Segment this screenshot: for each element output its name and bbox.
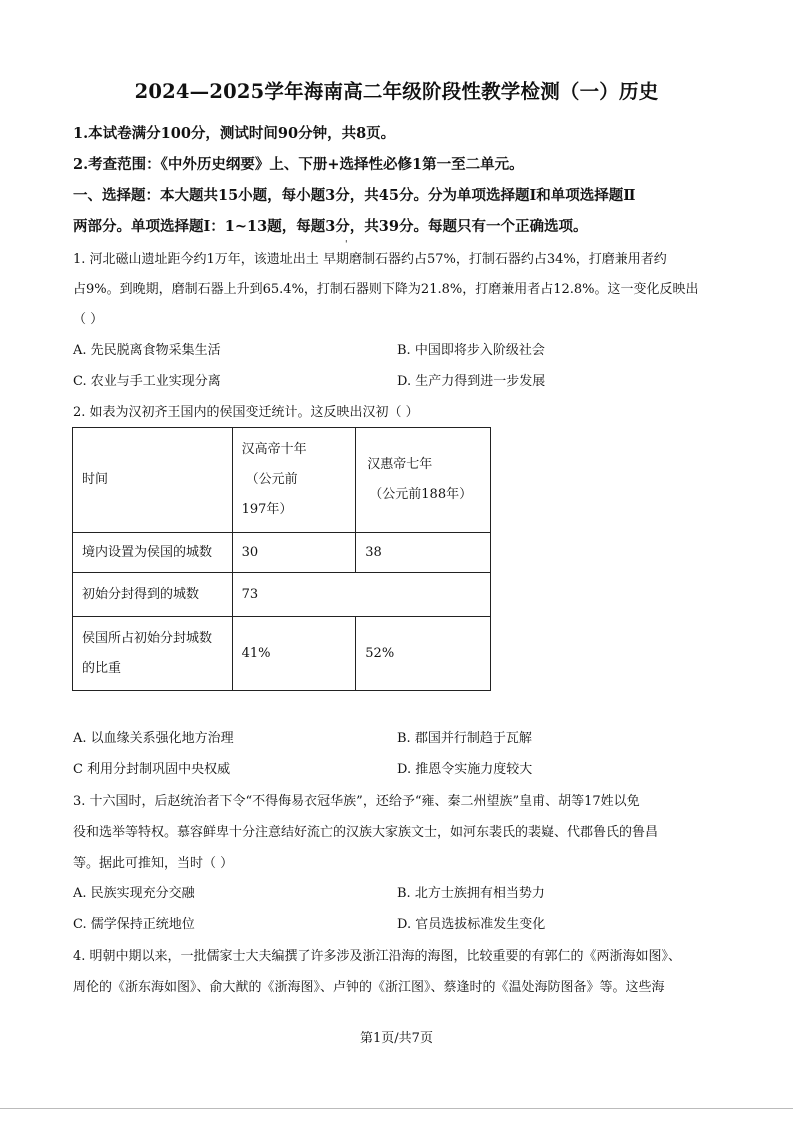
q2-option-a: A. 以血缘关系强化地方治理: [73, 731, 234, 746]
q2-table: [72, 427, 491, 691]
table-row: 初始分封得到的城数 73: [73, 573, 491, 617]
table-header-col2: 汉惠帝七年 （公元前188年）: [356, 428, 491, 533]
stray-mark: ': [345, 240, 348, 250]
q4-stem-line-2: 周伦的《浙东海如图》、俞大猷的《浙海图》、卢钟的《浙江图》、蔡逢时的《温处海防图备》等。这些海: [73, 980, 665, 995]
q2-stem: 2. 如表为汉初齐王国内的侯国变迁统计。这反映出汉初（ ）: [73, 405, 419, 420]
page-footer: 第1页/共7页: [360, 1031, 433, 1046]
q1-option-d: D. 生产力得到进一步发展: [397, 374, 546, 389]
table-header-col1: 汉高帝十年 （公元前 197年）: [232, 428, 356, 533]
q3-stem-line-2: 役和选举等特权。慕容鲜卑十分注意结好流亡的汉族大家族文士，如河东裴氏的裴嶷、代郡鲁氏的鲁昌: [73, 825, 659, 840]
page-bottom-divider: [0, 1108, 793, 1109]
q3-option-c: C. 儒学保持正统地位: [73, 917, 195, 932]
table-header-time: 时间: [73, 428, 233, 533]
section-header-line-1: 一、选择题：本大题共15小题，每小题3分，共45分。分为单项选择题Ⅰ和单项选择题Ⅱ: [73, 187, 636, 204]
q1-stem-line-1: 1. 河北磁山遗址距今约1万年，该遗址出土 早期磨制石器约占57%，打制石器约占34%，打磨兼用者约: [73, 252, 667, 267]
q3-stem-line-1: 3. 十六国时，后赵统治者下令“不得侮易衣冠华族”，还给予“雍、秦二州望族”皇甫、胡等17姓以免: [73, 794, 640, 809]
page-title: 2024—2025学年海南高二年级阶段性教学检测（一）历史: [134, 80, 659, 103]
q3-option-b: B. 北方士族拥有相当势力: [397, 886, 545, 901]
q1-option-b: B. 中国即将步入阶级社会: [397, 343, 545, 358]
q3-option-a: A. 民族实现充分交融: [73, 886, 195, 901]
q3-stem-line-3: 等。据此可推知，当时（ ）: [73, 856, 234, 871]
exam-note-1: 1.本试卷满分100分，测试时间90分钟，共8页。: [73, 125, 396, 142]
q2-option-c: C 利用分封制巩固中央权威: [73, 762, 231, 777]
table-row: 境内设置为侯国的城数 30 38: [73, 533, 491, 573]
table-header-row: [73, 428, 491, 533]
exam-note-2: 2.考查范围：《中外历史纲要》上、下册+选择性必修1第一至二单元。: [73, 156, 524, 173]
table-row: 侯国所占初始分封城数 的比重 41% 52%: [73, 617, 491, 691]
q1-stem-line-3: （ ）: [73, 312, 104, 327]
q1-option-a: A. 先民脱离食物采集生活: [73, 343, 221, 358]
q1-stem-line-2: 占9%。到晚期，磨制石器上升到65.4%，打制石器则下降为21.8%，打磨兼用者占12.8%。这一变化反映出: [73, 282, 699, 297]
q4-stem-line-1: 4. 明朝中期以来，一批儒家士大夫编撰了许多涉及浙江沿海的海图，比较重要的有郭仁的《两浙海如图》、: [73, 949, 682, 964]
q2-option-d: D. 推恩令实施力度较大: [397, 762, 533, 777]
q1-option-c: C. 农业与手工业实现分离: [73, 374, 221, 389]
q2-option-b: B. 郡国并行制趋于瓦解: [397, 731, 532, 746]
section-header-line-2: 两部分。单项选择题Ⅰ：1~13题，每题3分，共39分。每题只有一个正确选项。: [73, 218, 588, 235]
q3-option-d: D. 官员选拔标准发生变化: [397, 917, 546, 932]
